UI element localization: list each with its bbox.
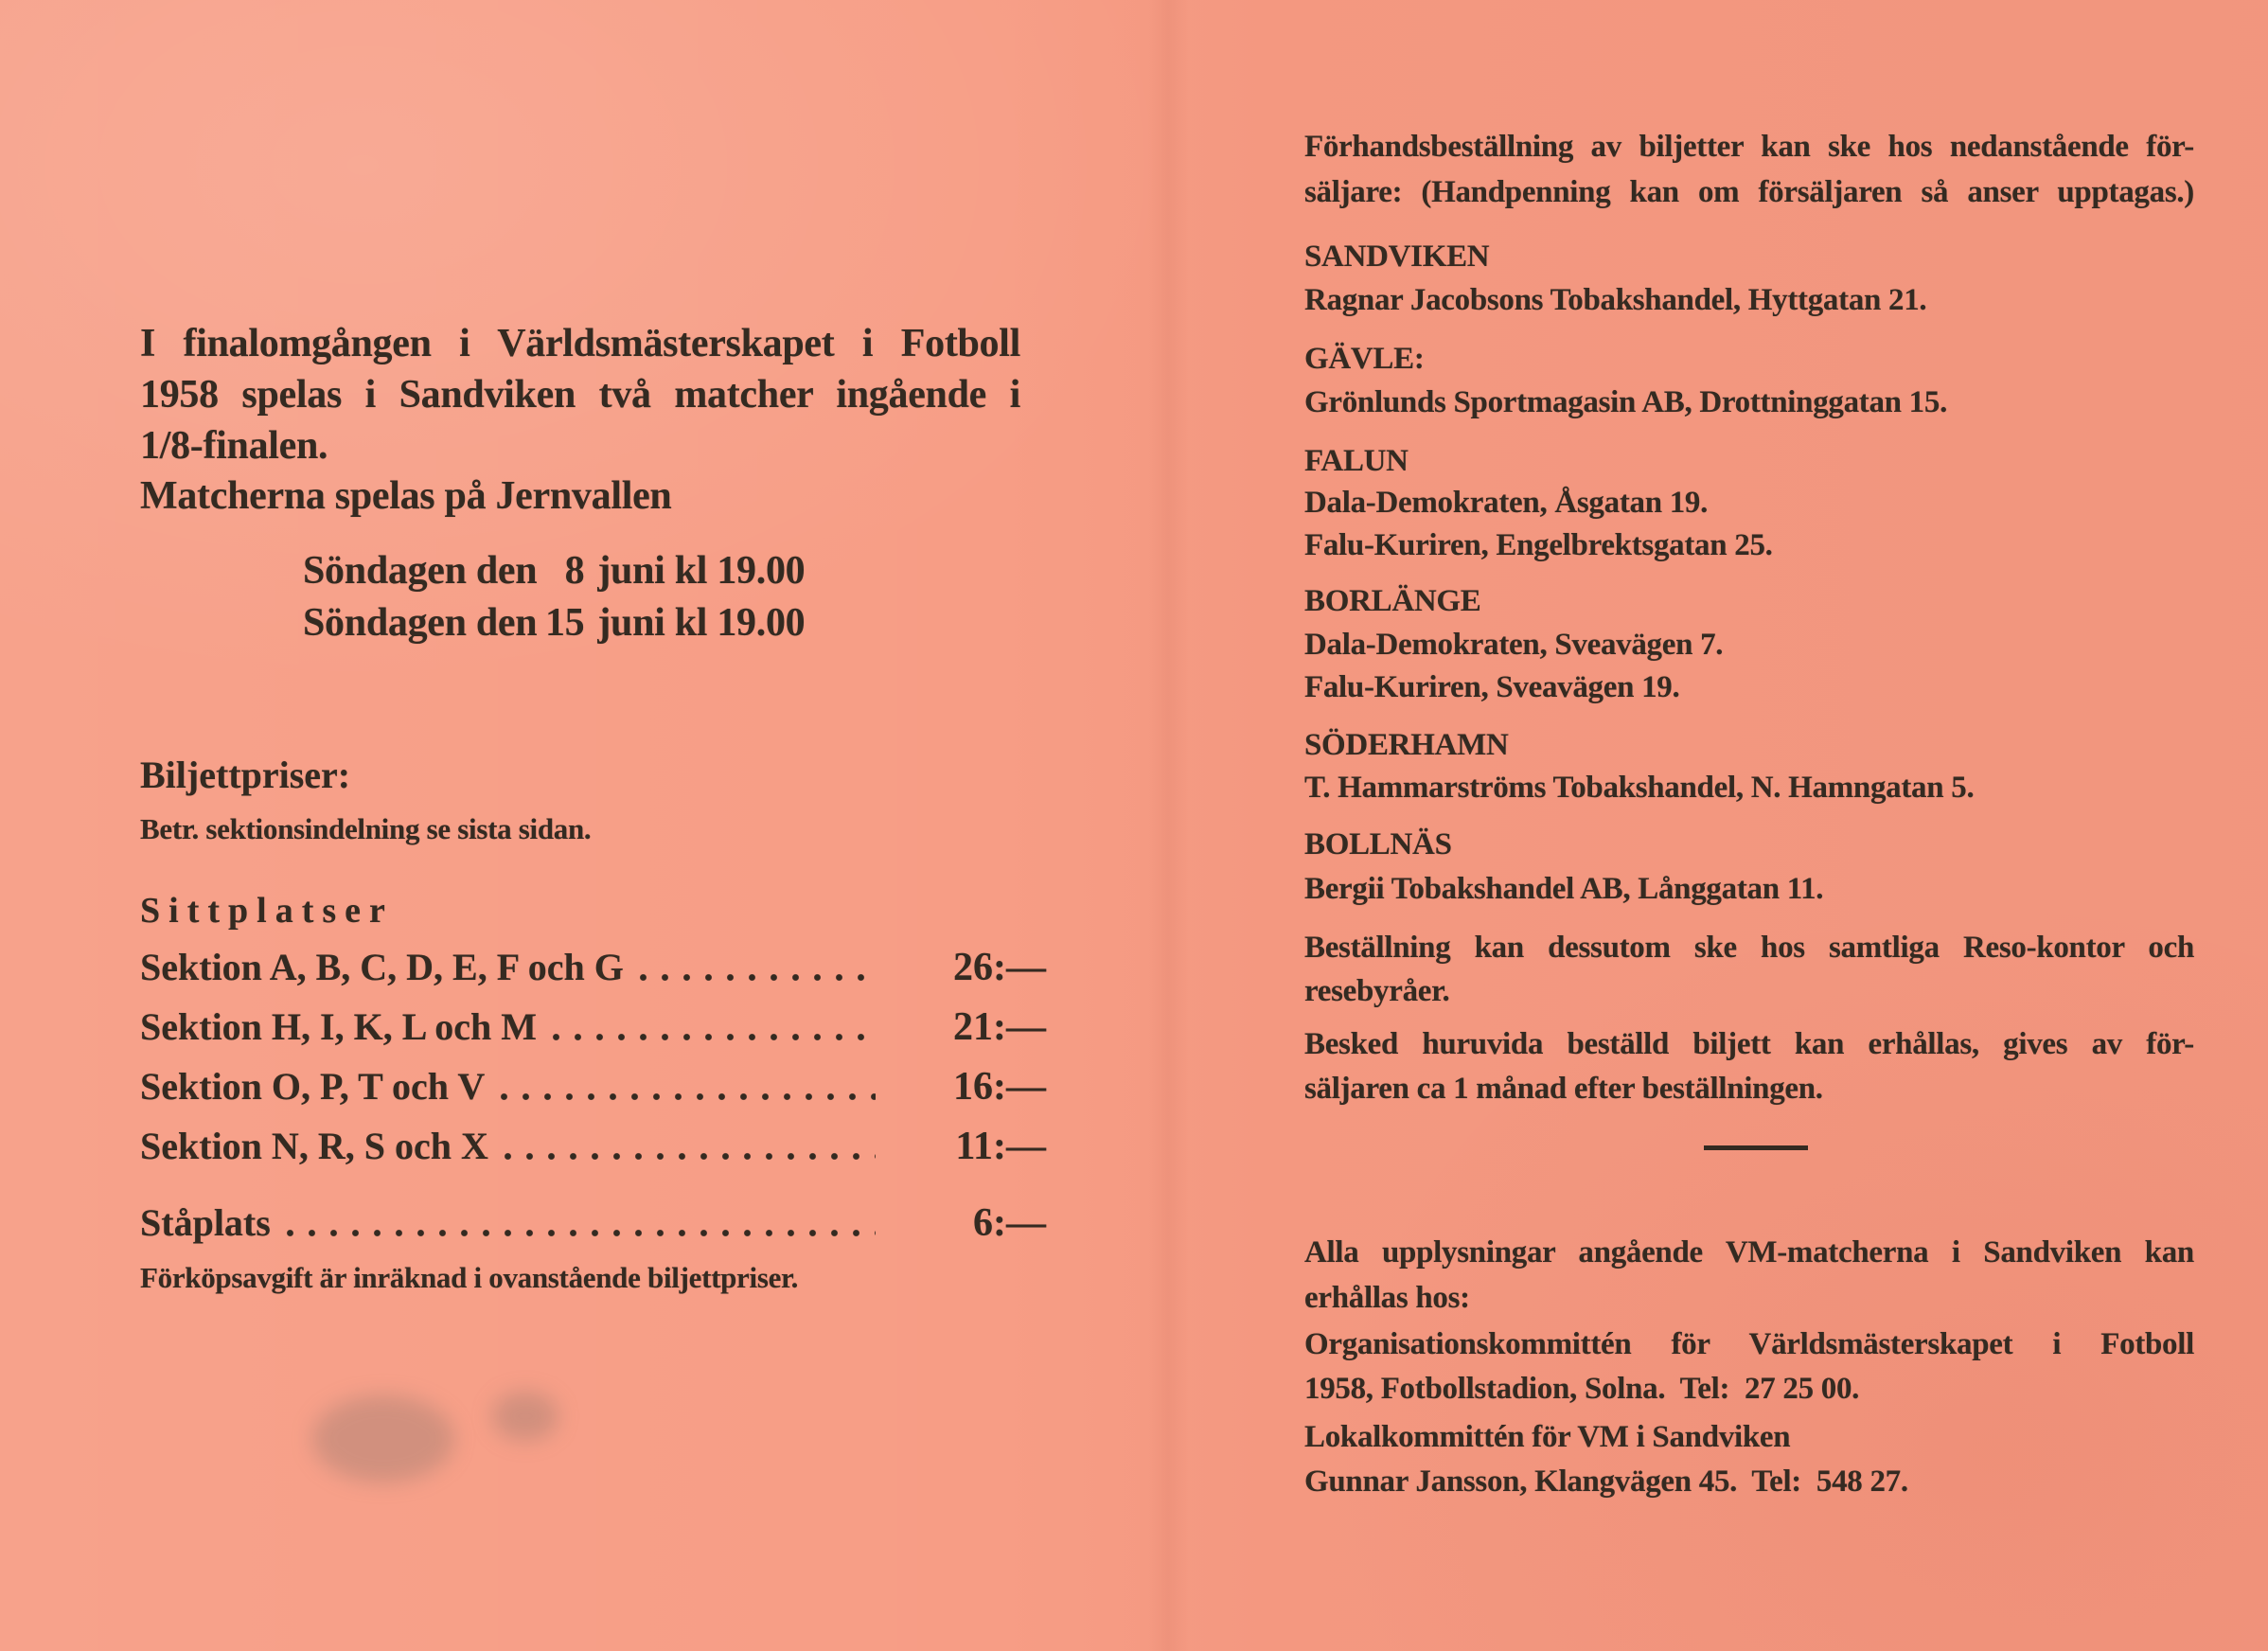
local-committee-line-1: Lokalkommittén för VM i Sandviken: [1304, 1420, 1791, 1454]
seat-row-price: 11:—: [955, 1125, 1046, 1168]
seller-address: Dala-Demokraten, Sveavägen 7.: [1304, 628, 1724, 662]
standing-row-label: Ståplats: [140, 1201, 271, 1244]
seller-city-falun: FALUN: [1304, 444, 1409, 478]
seat-row-price: 26:—: [953, 946, 1046, 989]
seat-row-price: 16:—: [953, 1065, 1046, 1109]
dot-leader: [552, 1033, 876, 1041]
seller-address: Grönlunds Sportmagasin AB, Drottninggatan 15.: [1304, 385, 1948, 419]
seat-row: [140, 1064, 1046, 1110]
seat-row-price: 21:—: [953, 1005, 1046, 1049]
seller-city-sandviken: SANDVIKEN: [1304, 240, 1490, 274]
presale-intro-line-2: säljare: (Handpenning kan om försäljaren så anser upptagas.): [1304, 175, 2194, 209]
schedule-rest: juni kl 19.00: [597, 549, 806, 593]
org-committee-line-1: Organisationskommittén för Världsmästerskapet i Fotboll: [1304, 1327, 2194, 1361]
schedule-line-1: [303, 545, 1183, 596]
standing-row-price: 6:—: [973, 1201, 1046, 1245]
seat-row: [140, 1004, 1046, 1050]
seat-row-label: Sektion H, I, K, L och M: [140, 1005, 537, 1048]
reso-note-line-2: resebyråer.: [1304, 974, 1450, 1008]
price-footnote: Förköpsavgift är inräknad i ovanstående biljettpriser.: [140, 1261, 799, 1294]
seller-city-gavle: GÄVLE:: [1304, 342, 1425, 376]
intro-line-3: 1/8-finalen.: [140, 424, 328, 468]
section-divider: [1704, 1145, 1808, 1150]
schedule-line-2: [303, 597, 1183, 648]
seller-address: Dala-Demokraten, Åsgatan 19.: [1304, 486, 1709, 520]
page-seam: [1147, 0, 1189, 1651]
seating-heading: Sittplatser: [140, 891, 394, 931]
prices-note: Betr. sektionsindelning se sista sidan.: [140, 812, 592, 845]
seller-city-bollnas: BOLLNÄS: [1304, 827, 1452, 861]
dot-leader: [504, 1152, 876, 1161]
schedule-prefix: Söndagen den: [303, 549, 538, 593]
seat-row: [140, 945, 1046, 990]
presale-intro-line-1: Förhandsbeställning av biljetter kan ske hos nedanstående för-: [1304, 130, 2194, 164]
info-line-2: erhållas hos:: [1304, 1281, 1470, 1315]
seat-row-label: Sektion A, B, C, D, E, F och G: [140, 946, 624, 988]
seller-address: Falu-Kuriren, Engelbrektsgatan 25.: [1304, 528, 1773, 562]
intro-line-1: I finalomgången i Världsmästerskapet i Fotboll: [140, 322, 1020, 365]
seat-row-label: Sektion N, R, S och X: [140, 1125, 488, 1167]
standing-row: [140, 1200, 1046, 1246]
schedule-rest: juni kl 19.00: [597, 601, 806, 645]
local-committee-line-2: Gunnar Jansson, Klangvägen 45. Tel: 548 27.: [1304, 1465, 1908, 1499]
dot-leader: [500, 1092, 876, 1101]
dot-leader: [286, 1229, 876, 1237]
reso-note-line-1: Beställning kan dessutom ske hos samtliga Reso-kontor och: [1304, 931, 2194, 965]
intro-line-2: 1958 spelas i Sandviken två matcher ingående i: [140, 373, 1020, 417]
schedule-day: 15: [544, 601, 585, 645]
seat-row: [140, 1124, 1046, 1169]
seller-city-borlange: BORLÄNGE: [1304, 584, 1481, 618]
info-line-1: Alla upplysningar angående VM-matcherna i Sandviken kan: [1304, 1235, 2194, 1269]
smudge-stain-large: [312, 1395, 454, 1482]
seller-address: Falu-Kuriren, Sveavägen 19.: [1304, 670, 1680, 704]
venue-line: Matcherna spelas på Jernvallen: [140, 474, 672, 518]
seat-row-label: Sektion O, P, T och V: [140, 1065, 486, 1108]
seller-city-soderhamn: SÖDERHAMN: [1304, 728, 1509, 762]
prices-heading: Biljettpriser:: [140, 754, 351, 796]
besked-note-line-2: säljaren ca 1 månad efter beställningen.: [1304, 1072, 1823, 1106]
schedule-prefix: Söndagen den: [303, 601, 538, 645]
schedule-day: 8: [564, 549, 585, 593]
org-committee-line-2: 1958, Fotbollstadion, Solna. Tel: 27 25 00.: [1304, 1372, 1860, 1406]
dot-leader: [639, 973, 876, 982]
smudge-stain-small: [492, 1392, 558, 1441]
seller-address: Bergii Tobakshandel AB, Långgatan 11.: [1304, 872, 1824, 906]
seller-address: T. Hammarströms Tobakshandel, N. Hamngatan 5.: [1304, 771, 1975, 805]
seller-address: Ragnar Jacobsons Tobakshandel, Hyttgatan 21.: [1304, 283, 1927, 317]
besked-note-line-1: Besked huruvida beställd biljett kan erhållas, gives av för-: [1304, 1027, 2194, 1061]
